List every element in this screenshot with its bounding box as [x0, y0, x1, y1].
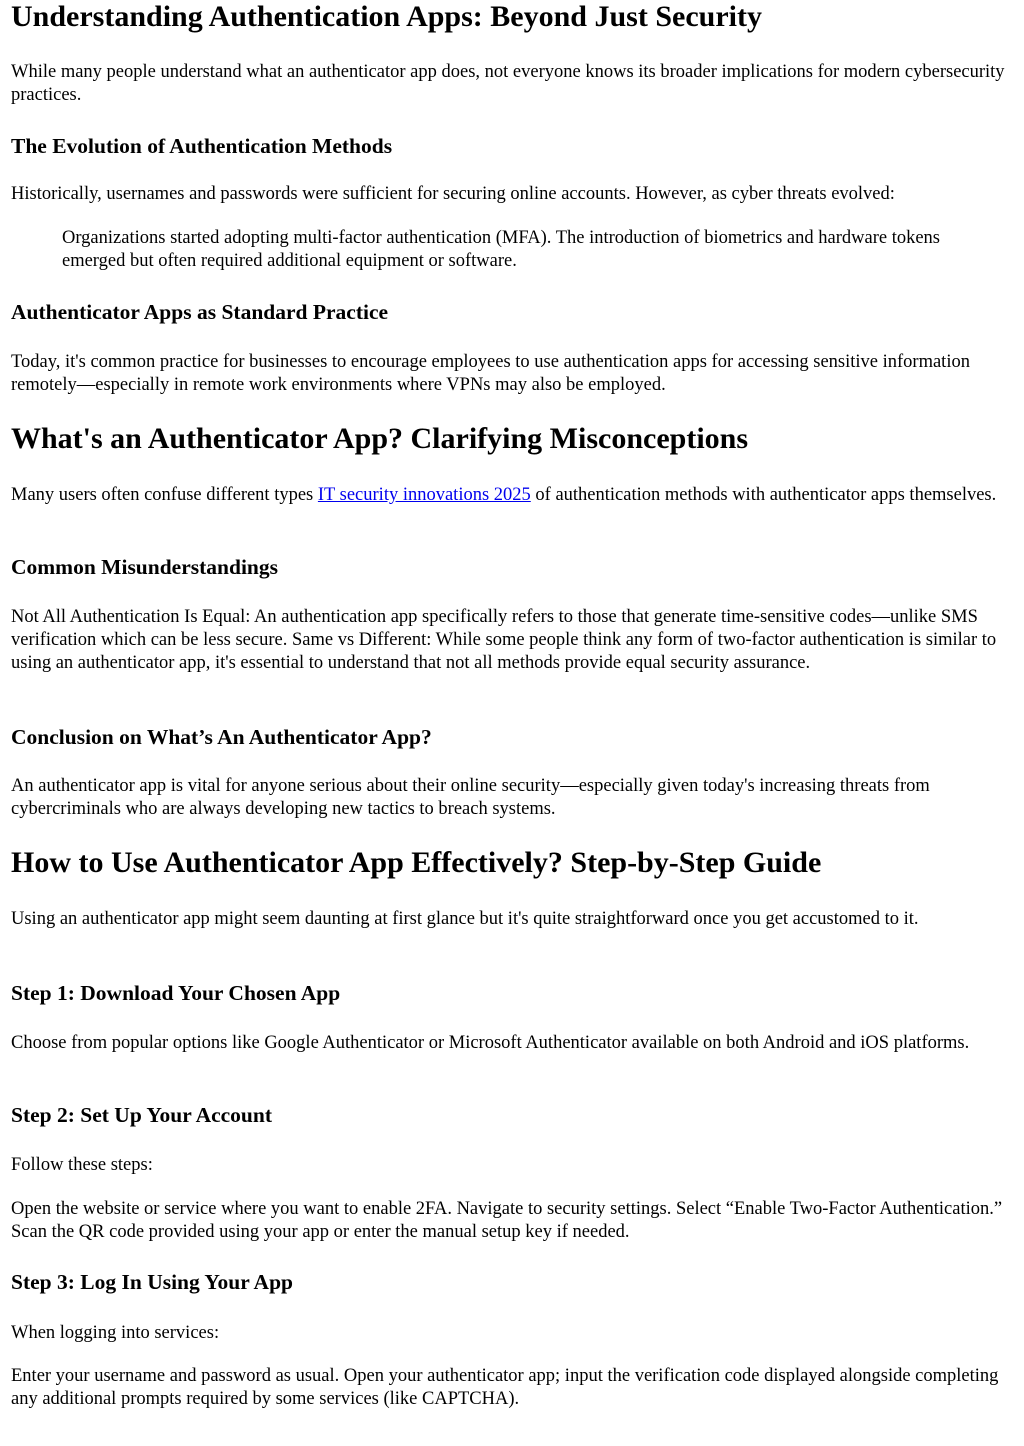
paragraph-how-to-intro: Using an authenticator app might seem daunting at first glance but it's quite straightforward once you get accustomed to it. — [11, 909, 919, 929]
section-intro-paragraph: While many people understand what an authenticator app does, not everyone knows its broader implications for modern cybersecurity practices. — [11, 62, 1005, 105]
paragraph-evolution: Historically, usernames and passwords were sufficient for securing online accounts. However, as cyber threats evolved: — [11, 184, 895, 204]
paragraph-step-3-instructions: Enter your username and password as usual. Open your authenticator app; input the verification code displayed alongside completing any additional prompts required by some services (like CAPTCHA). — [11, 1366, 999, 1409]
subheading-conclusion: Conclusion on What’s An Authenticator App? — [11, 725, 432, 749]
paragraph-misconceptions-intro — [11, 484, 1019, 507]
subheading-step-1: Step 1: Download Your Chosen App — [11, 981, 341, 1005]
intro-text-before-link: Many users often confuse different types — [11, 485, 318, 505]
section-heading-whats-an-authenticator-app: What's an Authenticator App? Clarifying Misconceptions — [11, 422, 749, 455]
subheading-step-2: Step 2: Set Up Your Account — [11, 1103, 273, 1127]
intro-text-after-link: of authentication methods with authenticator apps themselves. — [530, 485, 997, 505]
section-heading-understanding-authentication-apps: Understanding Authentication Apps: Beyond Just Security — [11, 0, 762, 33]
paragraph-common-misunderstandings: Not All Authentication Is Equal: An authentication app specifically refers to those that generate time-sensitive codes—unlike SMS verification which can be less secure. Same vs Different: While some people think any form of two-factor authentication is similar to using an authenticator app, it's essential to understand that not all methods provide equal security assurance. — [11, 607, 997, 673]
subheading-authenticator-apps-standard-practice: Authenticator Apps as Standard Practice — [11, 300, 389, 324]
paragraph-step-2-instructions: Open the website or service where you want to enable 2FA. Navigate to security settings. Select “Enable Two-Factor Authentication.” Scan the QR code provided using your app or enter the manual setup key if needed. — [11, 1199, 1003, 1242]
paragraph-standard-practice: Today, it's common practice for businesses to encourage employees to use authentication apps for accessing sensitive information remotely—especially in remote work environments where VPNs may also be employed. — [11, 352, 970, 395]
blockquote-mfa-adoption: Organizations started adopting multi-factor authentication (MFA). The introduction of biometrics and hardware tokens emerged but often required additional equipment or software. — [62, 228, 941, 271]
paragraph-conclusion: An authenticator app is vital for anyone serious about their online security—especially given today's increasing threats from cybercriminals who are always developing new tactics to breach systems. — [11, 776, 930, 819]
section-heading-how-to-use-authenticator-app: How to Use Authenticator App Effectively? Step-by-Step Guide — [11, 846, 822, 879]
subheading-common-misunderstandings: Common Misunderstandings — [11, 555, 279, 579]
paragraph-step-1: Choose from popular options like Google Authenticator or Microsoft Authenticator available on both Android and iOS platforms. — [11, 1033, 970, 1053]
subheading-evolution-of-authentication: The Evolution of Authentication Methods — [11, 134, 393, 158]
paragraph-step-3-lead: When logging into services: — [11, 1323, 220, 1343]
paragraph-step-2-lead: Follow these steps: — [11, 1155, 153, 1175]
it-security-innovations-link[interactable]: IT security innovations 2025 — [317, 485, 531, 505]
subheading-step-3: Step 3: Log In Using Your App — [11, 1270, 293, 1294]
